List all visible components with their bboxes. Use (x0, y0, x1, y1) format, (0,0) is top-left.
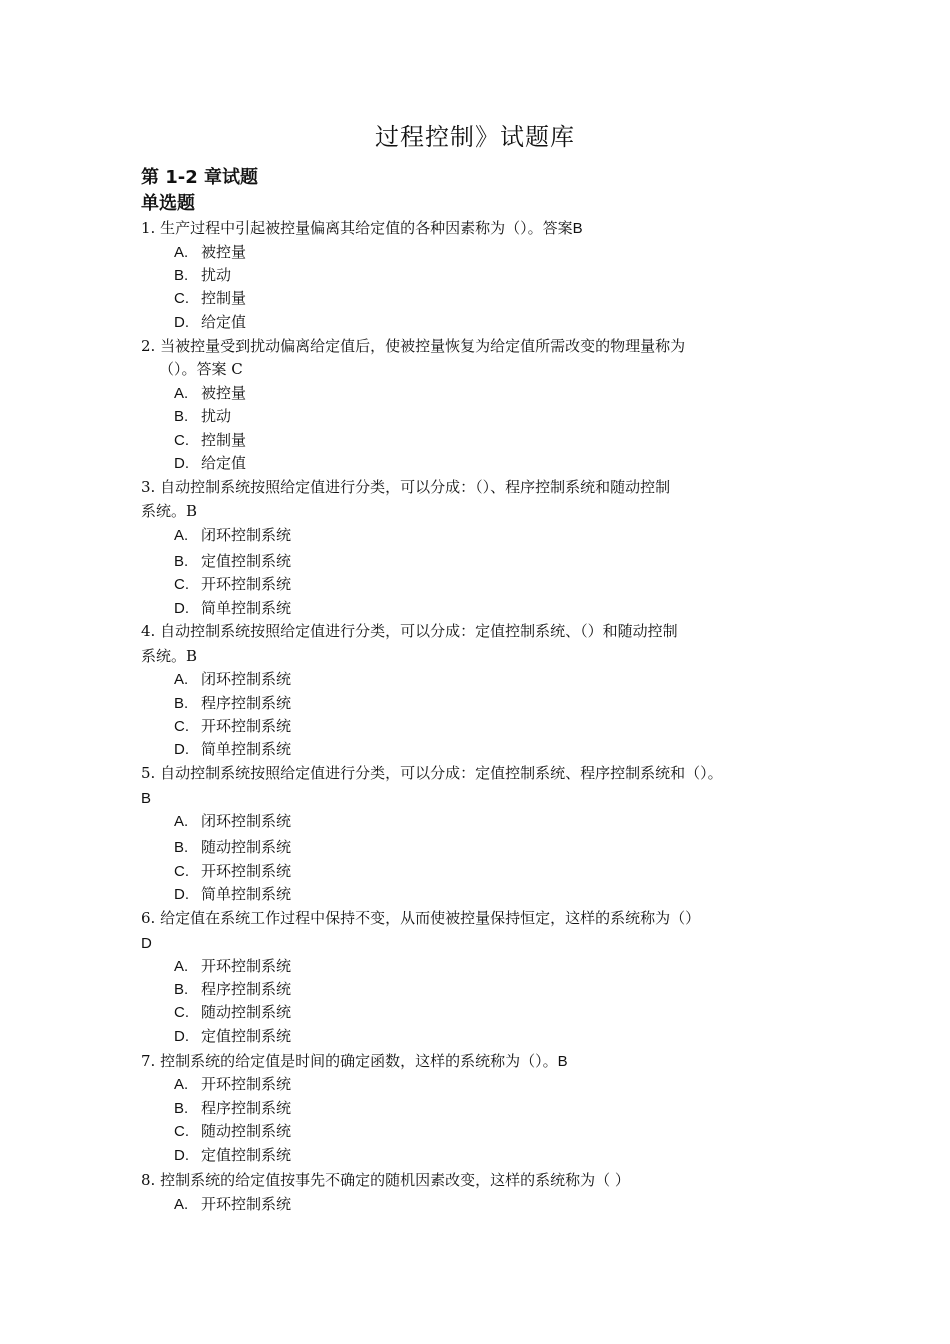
q5-option-d: D. 简单控制系统 (174, 885, 292, 903)
q4-option-a: A. 闭环控制系统 (174, 670, 292, 688)
q3-option-c: C. 开环控制系统 (174, 575, 292, 593)
q5-option-a: A. 闭环控制系统 (174, 812, 292, 830)
q7-option-a: A. 开环控制系统 (174, 1075, 292, 1093)
question-1: 1. 生产过程中引起被控量偏离其给定值的各种因素称为（）。答案B (141, 219, 583, 237)
question-5-answer: B (141, 790, 152, 807)
q3-option-a: A. 闭环控制系统 (174, 526, 292, 544)
question-6-answer: D (141, 935, 152, 952)
question-3-answer: 系统。B (141, 502, 198, 520)
q2-option-c: C. 控制量 (174, 431, 247, 449)
q3-option-d: D. 简单控制系统 (174, 599, 292, 617)
chapter-heading: 第 1-2 章试题 (141, 167, 259, 188)
q6-option-b: B. 程序控制系统 (174, 980, 292, 998)
q3-option-b: B. 定值控制系统 (174, 552, 292, 570)
q1-option-c: C. 控制量 (174, 289, 247, 307)
document-title: 过程控制》试题库 (375, 123, 575, 151)
q8-option-a: A. 开环控制系统 (174, 1195, 292, 1213)
q7-option-c: C. 随动控制系统 (174, 1122, 292, 1140)
question-7: 7. 控制系统的给定值是时间的确定函数，这样的系统称为（）。B (141, 1052, 568, 1070)
question-4-answer: 系统。B (141, 647, 198, 665)
question-8: 8. 控制系统的给定值按事先不确定的随机因素改变，这样的系统称为（ ） (141, 1171, 630, 1189)
q6-option-c: C. 随动控制系统 (174, 1003, 292, 1021)
question-4: 4. 自动控制系统按照给定值进行分类，可以分成：定值控制系统、（）和随动控制 (141, 622, 678, 640)
q6-option-a: A. 开环控制系统 (174, 957, 292, 975)
q1-option-d: D. 给定值 (174, 313, 247, 331)
q6-option-d: D. 定值控制系统 (174, 1027, 292, 1045)
section-heading: 单选题 (141, 193, 195, 214)
question-2-answer: （）。答案 C (159, 360, 243, 378)
question-2: 2. 当被控量受到扰动偏离给定值后，使被控量恢复为给定值所需改变的物理量称为 (141, 337, 686, 355)
question-5: 5. 自动控制系统按照给定值进行分类，可以分成：定值控制系统、程序控制系统和（）。 (141, 764, 723, 782)
q4-option-b: B. 程序控制系统 (174, 694, 292, 712)
q5-option-b: B. 随动控制系统 (174, 838, 292, 856)
q5-option-c: C. 开环控制系统 (174, 862, 292, 880)
q2-option-b: B. 扰动 (174, 407, 232, 425)
q1-option-b: B. 扰动 (174, 266, 232, 284)
q2-option-d: D. 给定值 (174, 454, 247, 472)
q2-option-a: A. 被控量 (174, 384, 247, 402)
question-6: 6. 给定值在系统工作过程中保持不变，从而使被控量保持恒定，这样的系统称为（） (141, 909, 701, 927)
q7-option-d: D. 定值控制系统 (174, 1146, 292, 1164)
question-3: 3. 自动控制系统按照给定值进行分类，可以分成：（）、程序控制系统和随动控制 (141, 478, 671, 496)
q4-option-d: D. 简单控制系统 (174, 740, 292, 758)
q4-option-c: C. 开环控制系统 (174, 717, 292, 735)
q1-option-a: A. 被控量 (174, 243, 247, 261)
q7-option-b: B. 程序控制系统 (174, 1099, 292, 1117)
